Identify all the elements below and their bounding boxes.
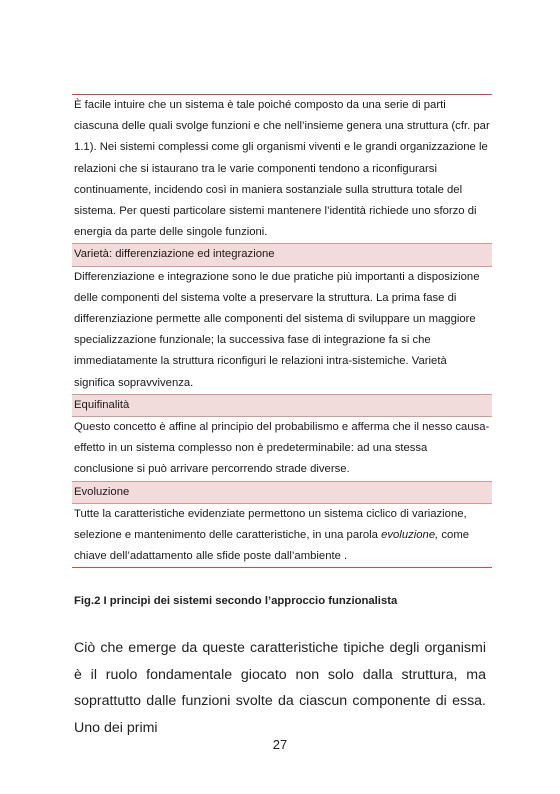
evoluzione-text-before: Tutte la caratteristiche evidenziate permettono un sistema ciclico di variazione, selezione e mantenimento delle caratteristiche, in una parola: [74, 507, 467, 542]
section-body-evoluzione: [72, 504, 492, 569]
section-body-varieta: Differenziazione e integrazione sono le due pratiche più importanti a disposizione delle componenti del sistema volte a preservare la struttura. La prima fase di differenziazione permette alle componenti del sistema di sviluppare un maggiore specializzazione funzionale; la successiva fase di integrazione fa si che immediatamente la struttura riconfiguri le relazioni intra-sistemiche. Varietà significa sopravvivenza.: [72, 267, 492, 395]
section-heading-evoluzione: Evoluzione: [72, 482, 492, 504]
table-intro-row: È facile intuire che un sistema è tale poiché composto da una serie di parti ciascuna delle quali svolge funzioni e che nell’insieme genera una struttura (cfr. par 1.1). Nei sistemi complessi come gli organismi viventi e le grandi organizzazione le relazioni che si istaurano tra le varie componenti tendono a riconfigurarsi continuamente, incidendo così in maniera sostanziale sulla struttura totale del sistema. Per questi particolare sistemi mantenere l’identità richiede uno sforzo di energia da parte delle singole funzioni.: [72, 95, 492, 244]
evoluzione-text-italic: evoluzione,: [381, 529, 439, 542]
section-heading-varieta: Varietà: differenziazione ed integrazione: [72, 244, 492, 266]
section-body-equifinalita: Questo concetto è affine al principio del probabilismo e afferma che il nesso causa-effetto in un sistema complesso non è predeterminabile: ad una stessa conclusione si può arrivare percorrendo strade diverse.: [72, 417, 492, 482]
figure-caption: Fig.2 I principi dei sistemi secondo l’approccio funzionalista: [74, 595, 398, 607]
page-number: 27: [272, 737, 288, 752]
body-paragraph: Ciò che emerge da queste caratteristiche tipiche degli organismi è il ruolo fondamentale giocato non solo dalla struttura, ma soprattutto dalle funzioni svolte da ciascun componente di essa. Uno dei primi: [74, 640, 486, 736]
evoluzione-text-after: come chiave dell’adattamento alle sfide poste dall’ambiente .: [74, 529, 470, 563]
principles-table: [72, 94, 492, 568]
section-heading-equifinalita: Equifinalità: [72, 395, 492, 417]
